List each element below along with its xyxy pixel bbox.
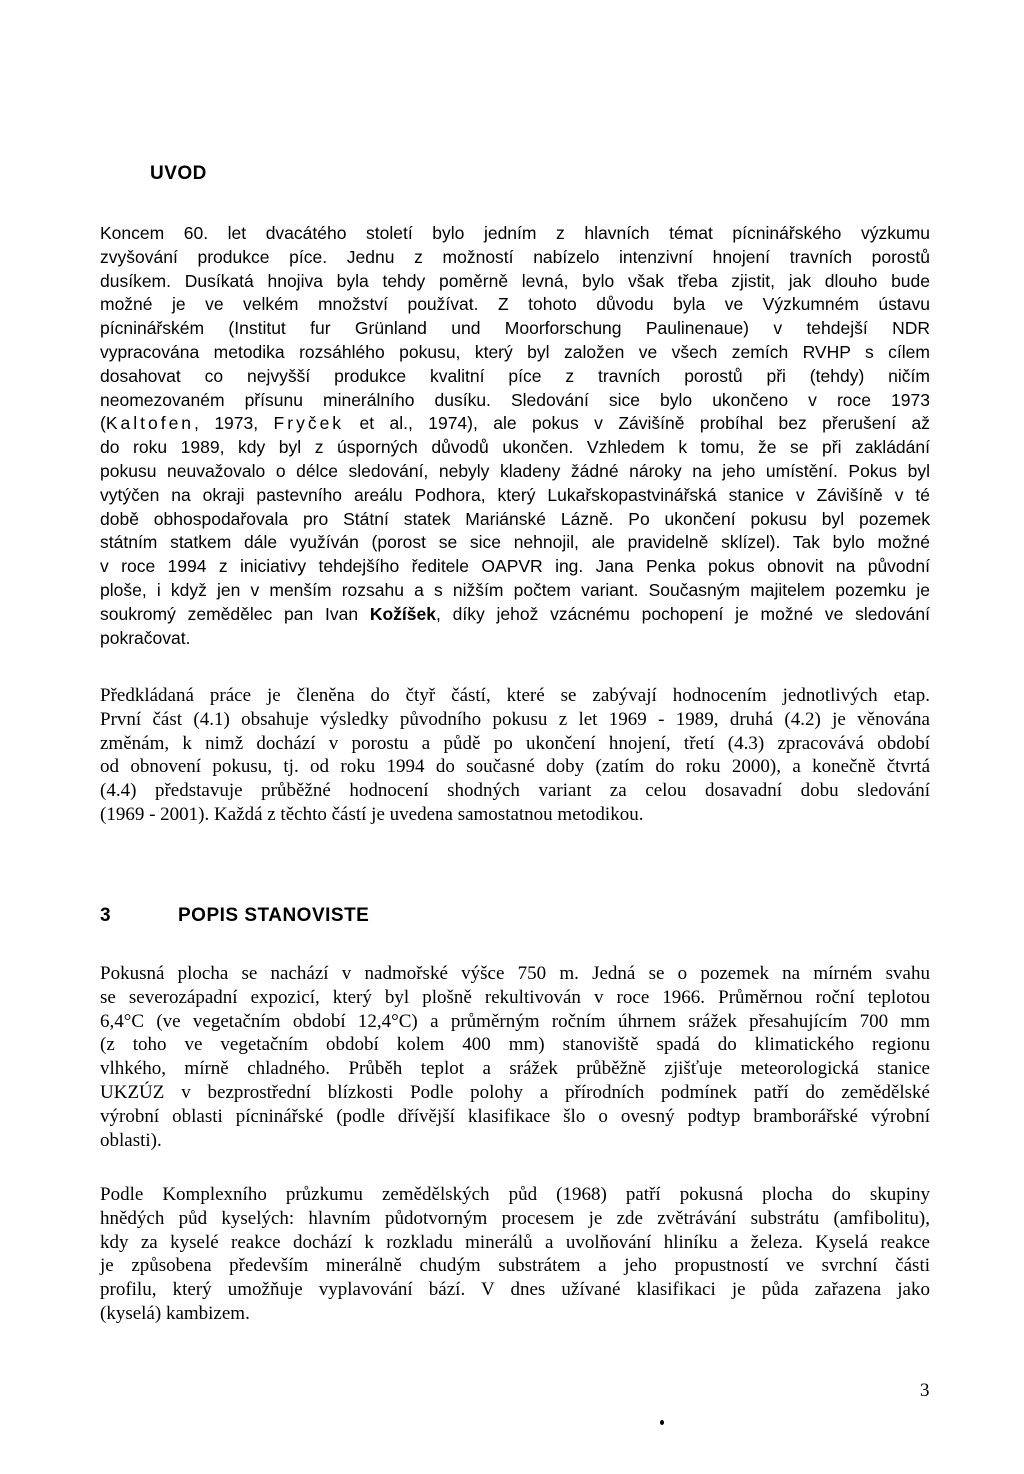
text-line: od obnovení pokusu, tj. od roku 1994 do současné doby (zatím do roku 2000), a konečně čtvrtá [100, 756, 930, 778]
text-line: hnědých půd kyselých: hlavním půdotvorným procesem je zde zvětrávání substrátu (amfibolitu), [100, 1207, 930, 1229]
page-number: 3 [920, 1380, 930, 1401]
text-line: Podle Komplexního průzkumu zemědělských půd (1968) patří pokusná plocha do skupiny [100, 1184, 930, 1205]
text-line: zvyšování produkce píce. Jednu z možností nabízelo intenzivní hnojení travních porostů [100, 246, 930, 267]
text-line: změnám, k nimž dochází v porostu a půdě po ukončení hnojení, třetí (4.3) zpracovává období [100, 732, 930, 754]
text-line: v roce 1994 z iniciativy tehdejšího ředitele OAPVR ing. Jana Penka pokus obnovit na původní [100, 556, 930, 577]
intro-paragraph-2 [100, 684, 930, 827]
text-line: se severozápadní expozicí, který byl plošně rekultivován v roce 1966. Průměrnou roční teplotou [100, 986, 930, 1008]
section-number: 3 [100, 905, 112, 926]
text-line: Předkládaná práce je členěna do čtyř částí, které se zabývají hodnocením jednotlivých etap. [100, 685, 930, 706]
citation-separator-1: , 1973, [194, 413, 274, 434]
text-line: profilu, který umožňuje vyplavování bází. V dnes užívané klasifikaci je půda zařazena jako [100, 1279, 930, 1301]
owner-line-after: , díky jehož vzácnému pochopení je možné ve sledování [435, 603, 930, 624]
intro-paragraph-1 [100, 222, 930, 650]
text-line: První část (4.1) obsahuje výsledky původního pokusu z let 1969 - 1989, druhá (4.2) je věnována [100, 708, 930, 730]
text-line: ploše, i když jen v menším rozsahu a s nižším počtem variant. Současným majitelem pozemku je [100, 579, 930, 600]
text-line: vytýčen na okraji pastevního areálu Podhora, který Lukařskopastvinářská stanice v Závišíně v té [100, 484, 930, 505]
text-line: oblasti). [100, 1129, 162, 1151]
citation-author-1: Kaltofen [105, 413, 195, 434]
text-line: je způsobena především minerálně chudým substrátem a jeho propustností ve svrchní části [100, 1255, 930, 1277]
text-line: dusíkem. Dusíkatá hnojiva byla tehdy poměrně levná, bylo však třeba zjistit, jak dlouho bude [100, 270, 930, 291]
section-heading [100, 905, 369, 927]
text-line: době obhospodařovala pro Státní statek Mariánské Lázně. Po ukončení pokusu byl pozemek [100, 508, 930, 529]
text-line: (z toho ve vegetačním období kolem 400 mm) stanoviště spadá do klimatického regionu [100, 1034, 930, 1056]
text-line: Pokusná plocha se nachází v nadmořské výšce 750 m. Jedná se o pozemek na mírném svahu [100, 963, 930, 984]
text-line: pokusu neuvažovalo o délce sledování, nebyly kladeny žádné nároky na jeho umístění. Pokus byl [100, 460, 930, 481]
stray-dot-mark [660, 1420, 664, 1425]
text-line: 6,4°C (ve vegetačním období 12,4°C) a průměrným ročním úhrnem srážek přesahujícím 700 mm [100, 1010, 930, 1032]
section3-paragraph-2 [100, 1183, 930, 1326]
text-line: (kyselá) kambizem. [100, 1302, 250, 1324]
owner-name: Kožíšek [369, 603, 436, 624]
intro-heading: UVOD [150, 163, 207, 184]
text-line: vypracována metodika rozsáhlého pokusu, který byl založen ve všech zemích RVHP s cílem [100, 341, 930, 362]
section3-paragraph-1 [100, 962, 930, 1152]
text-line: vlhkého, mírně chladného. Průběh teplot a srážek průběžně zjišťuje meteorologická stanice [100, 1058, 930, 1080]
text-line: (4.4) představuje průběžné hodnocení shodných variant za celou dosavadní dobu sledování [100, 780, 930, 802]
owner-line-before: soukromý zemědělec pan Ivan [100, 603, 370, 624]
text-line: pícninářském (Institut fur Grünland und Moorforschung Paulinenaue) v tehdejší NDR [100, 318, 930, 339]
citation-rest: ., 1974), ale pokus v Závišíně probíhal bez přerušení až [403, 413, 930, 434]
text-line: (1969 - 2001). Každá z těchto částí je uvedena samostatnou metodikou. [100, 803, 644, 825]
text-line: výrobní oblasti pícninářské (podle dřívější klasifikace šlo o ovesný podtyp bramborářské výrobní [100, 1105, 930, 1127]
text-line: dosahovat co nejvyšší produkce kvalitní píce z travních porostů při (tehdy) ničím [100, 365, 930, 386]
citation-line: (Kaltofen, 1973, Fryček et al., 1974), ale pokus v Závišíně probíhal bez přerušení až [100, 413, 930, 434]
text-line: UKZÚZ v bezprostřední blízkosti Podle polohy a přírodních podmínek patří do zemědělské [100, 1081, 930, 1103]
section-title: POPIS STANOVISTE [178, 905, 370, 926]
text-line: do roku 1989, kdy byl z úsporných důvodů ukončen. Vzhledem k tomu, že se při zakládání [100, 437, 930, 458]
text-line: Koncem 60. let dvacátého století bylo jedním z hlavních témat pícninářského výzkumu [100, 223, 930, 243]
owner-line [100, 603, 930, 627]
text-line: neomezovaném přísunu minerálního dusíku. Sledování sice bylo ukončeno v roce 1973 [100, 389, 930, 410]
text-line: státním statkem dále využíván (porost se sice nehnojil, ale pravidelně sklízel). Tak bylo možné [100, 532, 930, 553]
text-line: pokračovat. [100, 627, 191, 648]
text-line: možné je ve velkém množství používat. Z tohoto důvodu byla ve Výzkumném ústavu [100, 294, 930, 315]
citation-separator-2: et al [344, 413, 404, 434]
citation-author-2: Fryček [273, 413, 345, 434]
text-line: kdy za kyselé reakce dochází k rozkladu minerálů a uvolňování hliníku a železa. Kyselá reakce [100, 1231, 930, 1253]
